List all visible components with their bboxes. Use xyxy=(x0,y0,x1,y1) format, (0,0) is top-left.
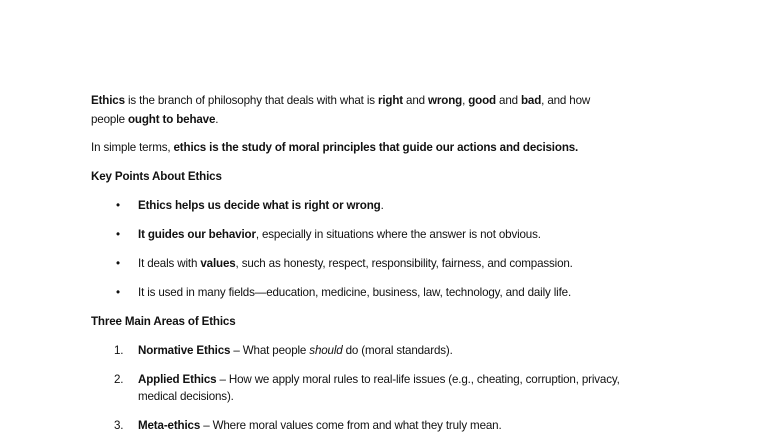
text: In simple terms, xyxy=(91,141,174,154)
item-text: . xyxy=(380,199,384,212)
item-bold: Normative Ethics xyxy=(138,344,231,357)
term-good: good xyxy=(468,94,496,107)
text: is the branch of philosophy that deals with what is xyxy=(124,94,378,107)
list-item xyxy=(138,418,502,434)
list-item-continuation: medical decisions). xyxy=(138,390,234,403)
text: and xyxy=(402,94,429,107)
term-ethics: Ethics xyxy=(91,94,125,107)
list-item xyxy=(138,198,384,214)
term-ought-to-behave: ought to behave xyxy=(128,113,216,126)
item-text: – How we apply moral rules to real-life issues (e.g., cheating, corruption, privacy, xyxy=(216,373,620,386)
term-bad: bad xyxy=(521,94,542,107)
bullet-icon: • xyxy=(116,286,120,299)
item-bold: Ethics helps us decide what is right or wrong xyxy=(138,199,381,212)
text: people xyxy=(91,113,128,126)
definition-bold: ethics is the study of moral principles that guide our actions and decisions. xyxy=(173,141,579,154)
item-italic: should xyxy=(309,344,343,357)
bullet-icon: • xyxy=(116,199,120,212)
term-right: right xyxy=(377,94,403,107)
text: and xyxy=(495,94,521,107)
key-points-heading: Key Points About Ethics xyxy=(91,170,222,183)
item-text: , such as honesty, respect, responsibility, fairness, and compassion. xyxy=(235,257,573,270)
list-item xyxy=(138,372,620,388)
text: , xyxy=(462,94,469,107)
list-number: 2. xyxy=(114,373,124,386)
item-text: – What people xyxy=(230,344,310,357)
list-item xyxy=(138,256,573,272)
item-text: – Where moral values come from and what they truly mean. xyxy=(200,419,502,432)
list-number: 1. xyxy=(114,344,124,357)
bullet-icon: • xyxy=(116,228,120,241)
intro-paragraph-line1 xyxy=(91,93,590,109)
bullet-icon: • xyxy=(116,257,120,270)
item-bold: It guides our behavior xyxy=(138,228,256,241)
item-text: do (moral standards). xyxy=(342,344,453,357)
areas-heading: Three Main Areas of Ethics xyxy=(91,315,236,328)
definition-paragraph xyxy=(91,140,578,156)
list-item xyxy=(138,343,453,359)
text: , and how xyxy=(541,94,591,107)
list-number: 3. xyxy=(114,419,124,432)
term-wrong: wrong xyxy=(428,94,463,107)
item-bold: values xyxy=(200,257,236,270)
list-item xyxy=(138,285,571,301)
item-bold: Meta-ethics xyxy=(138,419,201,432)
list-item xyxy=(138,227,541,243)
item-text: It deals with xyxy=(138,257,201,270)
item-bold: Applied Ethics xyxy=(138,373,217,386)
item-text: , especially in situations where the answer is not obvious. xyxy=(255,228,541,241)
intro-paragraph-line2 xyxy=(91,112,218,128)
item-text: It is used in many fields—education, medicine, business, law, technology, and daily life. xyxy=(138,286,572,299)
text: . xyxy=(215,113,219,126)
